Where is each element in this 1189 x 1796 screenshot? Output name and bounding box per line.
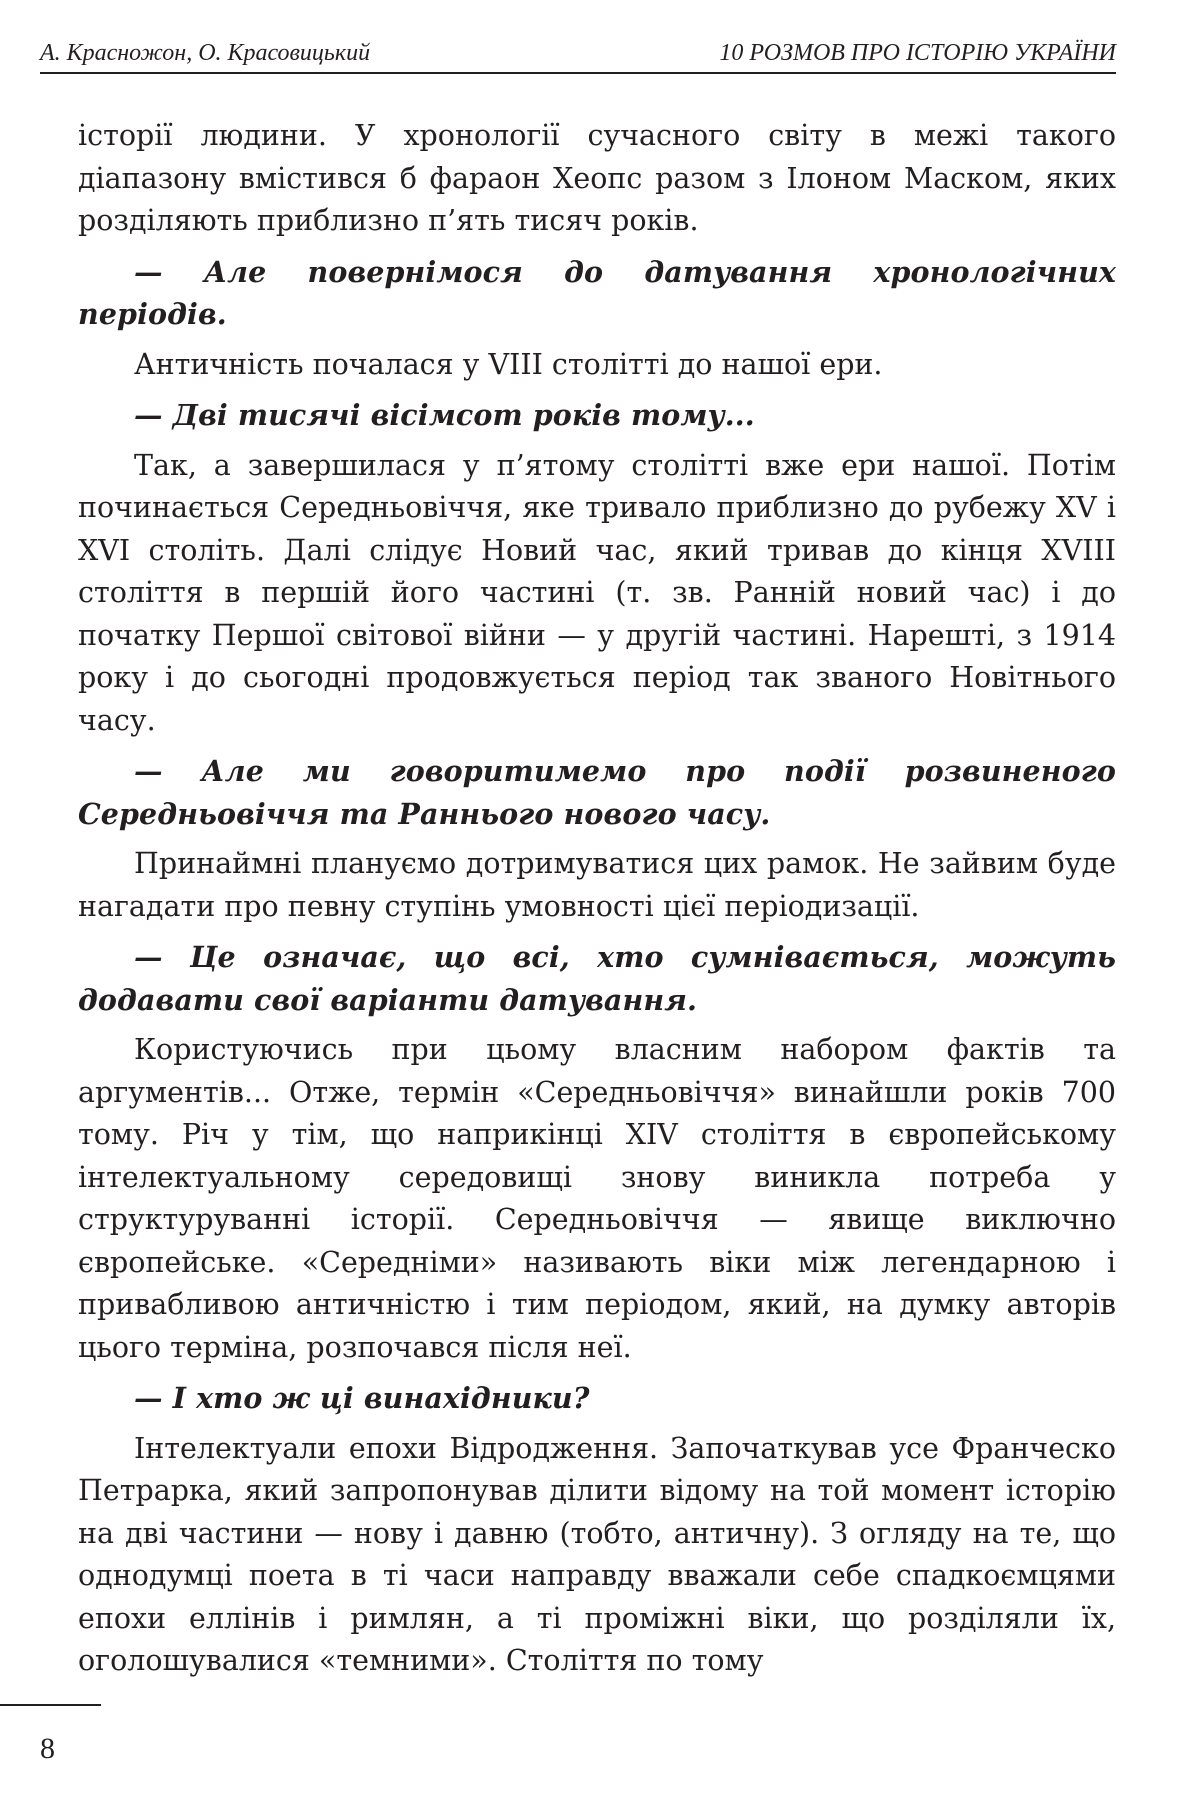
page-number: 8 xyxy=(40,1732,55,1765)
footer-divider xyxy=(0,1704,101,1706)
paragraph: історії людини. У хронології сучасного світу в межі такого діапазону вмістився б фараон Хеопс разом з Ілоном Маском, яких розділяють приблизно п’ять тисяч років. xyxy=(78,119,1116,237)
paragraph: Інтелектуали епохи Відродження. Започаткував усе Франческо Петрарка, який запропонував ділити відому на той момент історію на дві частини — нову і давню (тобто, античну). З огляду на те, що однодумці поета в ті часи направду вважали себе спадкоємцями епохи еллінів і римлян, а ті проміжні віки, що розділяли їх, оголошувалися «темними». Століття по тому xyxy=(78,1431,1116,1677)
running-header xyxy=(40,36,1116,74)
paragraph: Так, а завершилася у п’ятому столітті вже ери нашої. Потім починається Середньовіччя, яке тривало приблизно до рубежу XV і XVI століть. Далі слідує Новий час, який тривав до кінця XVIII століття в першій його частині (т. зв. Ранній новий час) і до початку Першої світової війни — у другій частині. Нарешті, з 1914 року і до сьогодні продовжується період так званого Новітнього часу. xyxy=(78,448,1116,737)
page-body xyxy=(78,115,1116,1683)
paragraph: Принаймні плануємо дотримуватися цих рамок. Не зайвим буде нагадати про певну ступінь умовності цієї періодизації. xyxy=(78,847,1116,923)
interviewer-question: — Але ми говоритимемо про події розвиненого Середньовіччя та Раннього нового часу. xyxy=(78,754,1116,831)
header-author: А. Красножон, О. Красовицький xyxy=(40,40,371,66)
paragraph: Користуючись при цьому власним набором фактів та аргументів... Отже, термін «Середньовіччя» винайшли років 700 тому. Річ у тім, що наприкінці XIV століття в європейському інтелектуальному середовищі знову виникла потреба у структуруванні історії. Середньовіччя — явище виключно європейське. «Середніми» називають віки між легендарною і привабливою античністю і тим періодом, який, на думку авторів цього терміна, розпочався після неї. xyxy=(78,1033,1116,1364)
interviewer-question: — Дві тисячі вісімсот років тому... xyxy=(134,398,755,432)
interviewer-question: — Це означає, що всі, хто сумнівається, можуть додавати свої варіанти датування. xyxy=(78,940,1116,1017)
header-book-title: 10 РОЗМОВ ПРО ІСТОРІЮ УКРАЇНИ xyxy=(719,40,1116,66)
paragraph: Античність почалася у VIII столітті до нашої ери. xyxy=(134,347,883,381)
interviewer-question: — І хто ж ці винахідники? xyxy=(134,1381,590,1415)
interviewer-question: — Але повернімося до датування хронологічних періодів. xyxy=(78,254,1116,331)
